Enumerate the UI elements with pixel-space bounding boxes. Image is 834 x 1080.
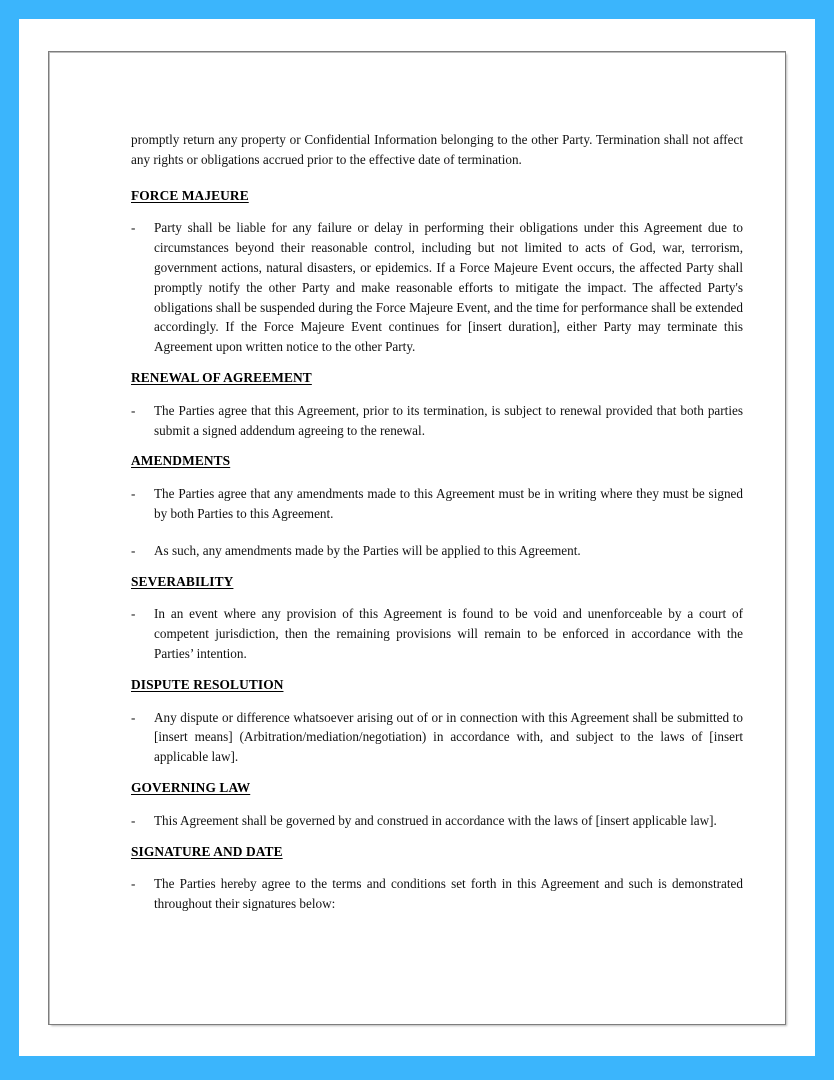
section-spacer [131,440,743,451]
section-heading: DISPUTE RESOLUTION [131,676,284,692]
bullet-dash-icon: - [131,812,136,828]
bullet-text: The Parties agree that this Agreement, prior to its termination, is subject to renewal provided that both parties submit a signed addendum agreeing to the renewal. [154,402,743,438]
bullet-item [131,811,743,831]
document-frame [48,51,786,1025]
bullet-text: In an event where any provision of this Agreement is found to be void and unenforceable by a court of competent jurisdiction, then the remaining provisions will remain to be enforced in accordance with the Parties’ intention. [154,606,743,661]
section-renewal-of-agreement [131,368,743,440]
bullet-item [131,708,743,767]
bullet-item [131,401,743,441]
section-heading: SEVERABILITY [131,573,234,589]
section-spacer [131,831,743,842]
section-heading: SIGNATURE AND DATE [131,843,283,859]
bullet-dash-icon: - [131,876,136,892]
bullet-text: Any dispute or difference whatsoever arising out of or in connection with this Agreement shall be submitted to [insert means] (Arbitration/mediation/negotiation) in accordance with, and subject to the laws of [insert applicable law]. [154,709,743,765]
bullet-item [131,484,743,524]
section-force-majeure [131,186,743,357]
section-spacer [131,561,743,572]
section-spacer [131,767,743,778]
bullet-dash-icon: - [131,486,136,502]
bullet-item [131,874,743,914]
section-amendments [131,451,743,560]
bullet-dash-icon: - [131,606,136,622]
bullet-text: As such, any amendments made by the Parties will be applied to this Agreement. [154,542,581,558]
bullet-text: This Agreement shall be governed by and construed in accordance with the laws of [insert applicable law]. [154,812,717,828]
continued-paragraph: promptly return any property or Confidential Information belonging to the other Party. Termination shall not affect any rights or obligations accrued prior to the effective date of termination. [131,132,743,167]
section-heading: FORCE MAJEURE [131,187,249,203]
bullet-text: The Parties hereby agree to the terms and conditions set forth in this Agreement and such is demonstrated throughout their signatures below: [154,876,743,912]
bullet-dash-icon: - [131,709,136,725]
section-signature-and-date [131,842,743,914]
section-governing-law [131,778,743,831]
section-heading: GOVERNING LAW [131,779,251,795]
bullet-text: The Parties agree that any amendments made to this Agreement must be in writing where they must be signed by both Parties to this Agreement. [154,486,743,521]
section-heading: RENEWAL OF AGREEMENT [131,369,312,385]
page-sheet [19,19,815,1056]
bullet-item [131,604,743,663]
bullet-dash-icon: - [131,402,136,418]
bullet-dash-icon: - [131,542,136,558]
section-severability [131,572,743,664]
section-spacer [131,357,743,368]
bullet-item [131,218,743,357]
section-heading: AMENDMENTS [131,453,231,469]
bullet-item [131,541,743,561]
section-spacer [131,664,743,675]
bullet-text: Party shall be liable for any failure or delay in performing their obligations under this Agreement due to circumstances beyond their reasonable control, including but not limited to acts of God, war, terrorism, government actions, natural disasters, or epidemics. If a Force Majeure Event occurs, the affected Party shall promptly notify the other Party and make reasonable efforts to mitigate the impact. The affected Party's obligations shall be suspended during the Force Majeure Event, and the time for performance shall be extended accordingly. If the Force Majeure Event continues for [insert duration], either Party may terminate this Agreement upon written notice to the other Party. [154,220,743,355]
bullet-dash-icon: - [131,220,136,236]
document-body [131,130,743,914]
section-dispute-resolution [131,675,743,767]
